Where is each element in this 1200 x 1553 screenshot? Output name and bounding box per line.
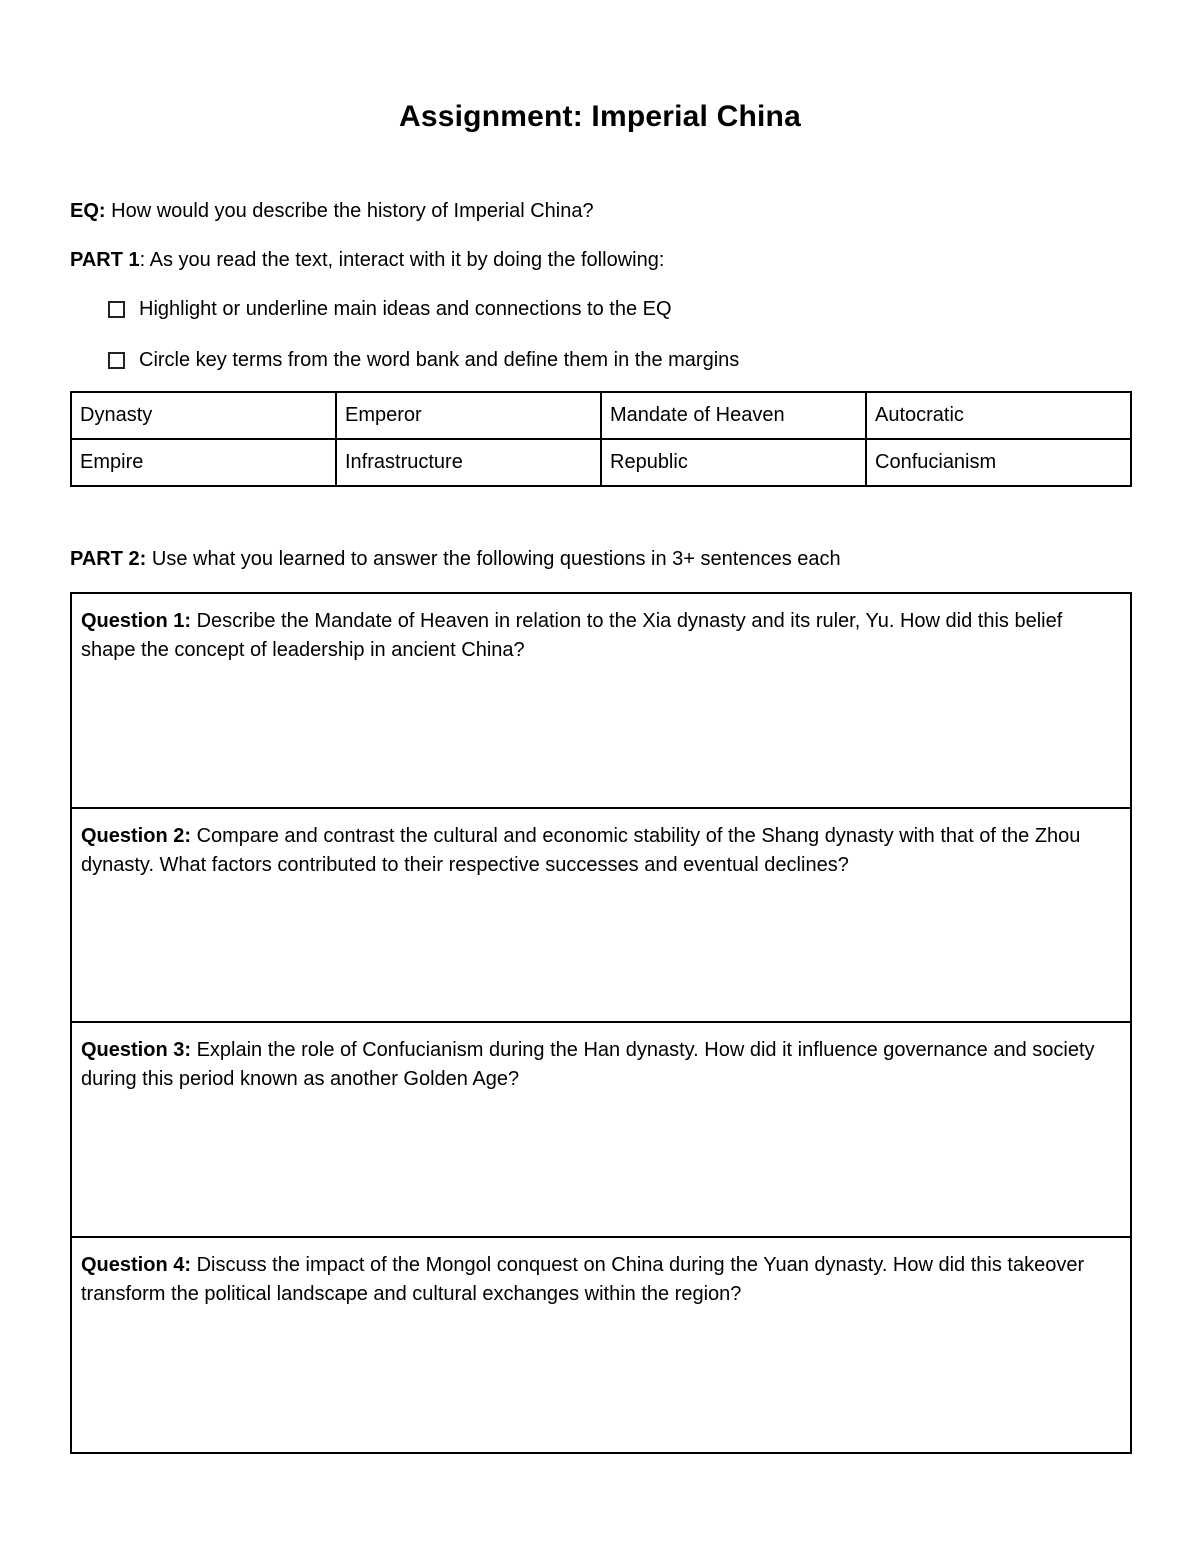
question-label: Question 2: [81,824,192,847]
part2-instructions [70,548,841,571]
question-label: Question 1: [81,610,192,632]
table-row [71,439,1131,486]
essential-question [70,200,594,223]
checkbox-icon[interactable] [108,352,125,369]
question-4-box[interactable] [72,1238,1130,1453]
eq-label: EQ: [70,200,106,222]
question-1-box[interactable] [72,594,1130,809]
word-bank-term: Empire [71,439,336,486]
eq-text: How would you describe the history of Imperial China? [111,200,594,222]
part1-label: PART 1 [70,249,140,271]
table-row [71,392,1131,439]
question-label: Question 4: [81,1253,192,1276]
question-3-box[interactable] [72,1023,1130,1238]
question-text: Explain the role of Confucianism during the Han dynasty. How did it influence governance and society during this period known as another Golden Age? [81,1039,1095,1090]
part2-text: Use what you learned to answer the following questions in 3+ sentences each [151,548,841,570]
task-label: Highlight or underline main ideas and connections to the EQ [139,298,672,320]
part1-instructions [70,249,664,272]
task-item-circle [108,349,739,372]
question-text: Discuss the impact of the Mongol conquest on China during the Yuan dynasty. How did this takeover transform the political landscape and cultural exchanges within the region? [81,1253,1085,1305]
word-bank-term: Autocratic [866,392,1131,439]
part1-text: : As you read the text, interact with it by doing the following: [139,249,665,271]
task-label: Circle key terms from the word bank and define them in the margins [139,349,740,371]
word-bank-term: Dynasty [71,392,336,439]
question-text: Compare and contrast the cultural and economic stability of the Shang dynasty with that of the Zhou dynasty. What factors contributed to their respective successes and eventual declines? [81,824,1081,876]
word-bank-term: Emperor [336,392,601,439]
word-bank-term: Confucianism [866,439,1131,486]
questions-table [70,592,1132,1454]
question-label: Question 3: [81,1039,192,1061]
task-item-highlight [108,298,672,321]
question-2-box[interactable] [72,809,1130,1024]
word-bank-term: Republic [601,439,866,486]
part2-label: PART 2: [70,548,147,570]
word-bank-table [70,391,1132,487]
question-text: Describe the Mandate of Heaven in relation to the Xia dynasty and its ruler, Yu. How did this belief shape the concept of leadership in ancient China? [81,610,1063,661]
page-title: Assignment: Imperial China [399,100,801,133]
word-bank-term: Mandate of Heaven [601,392,866,439]
checkbox-icon[interactable] [108,301,125,318]
word-bank-term: Infrastructure [336,439,601,486]
